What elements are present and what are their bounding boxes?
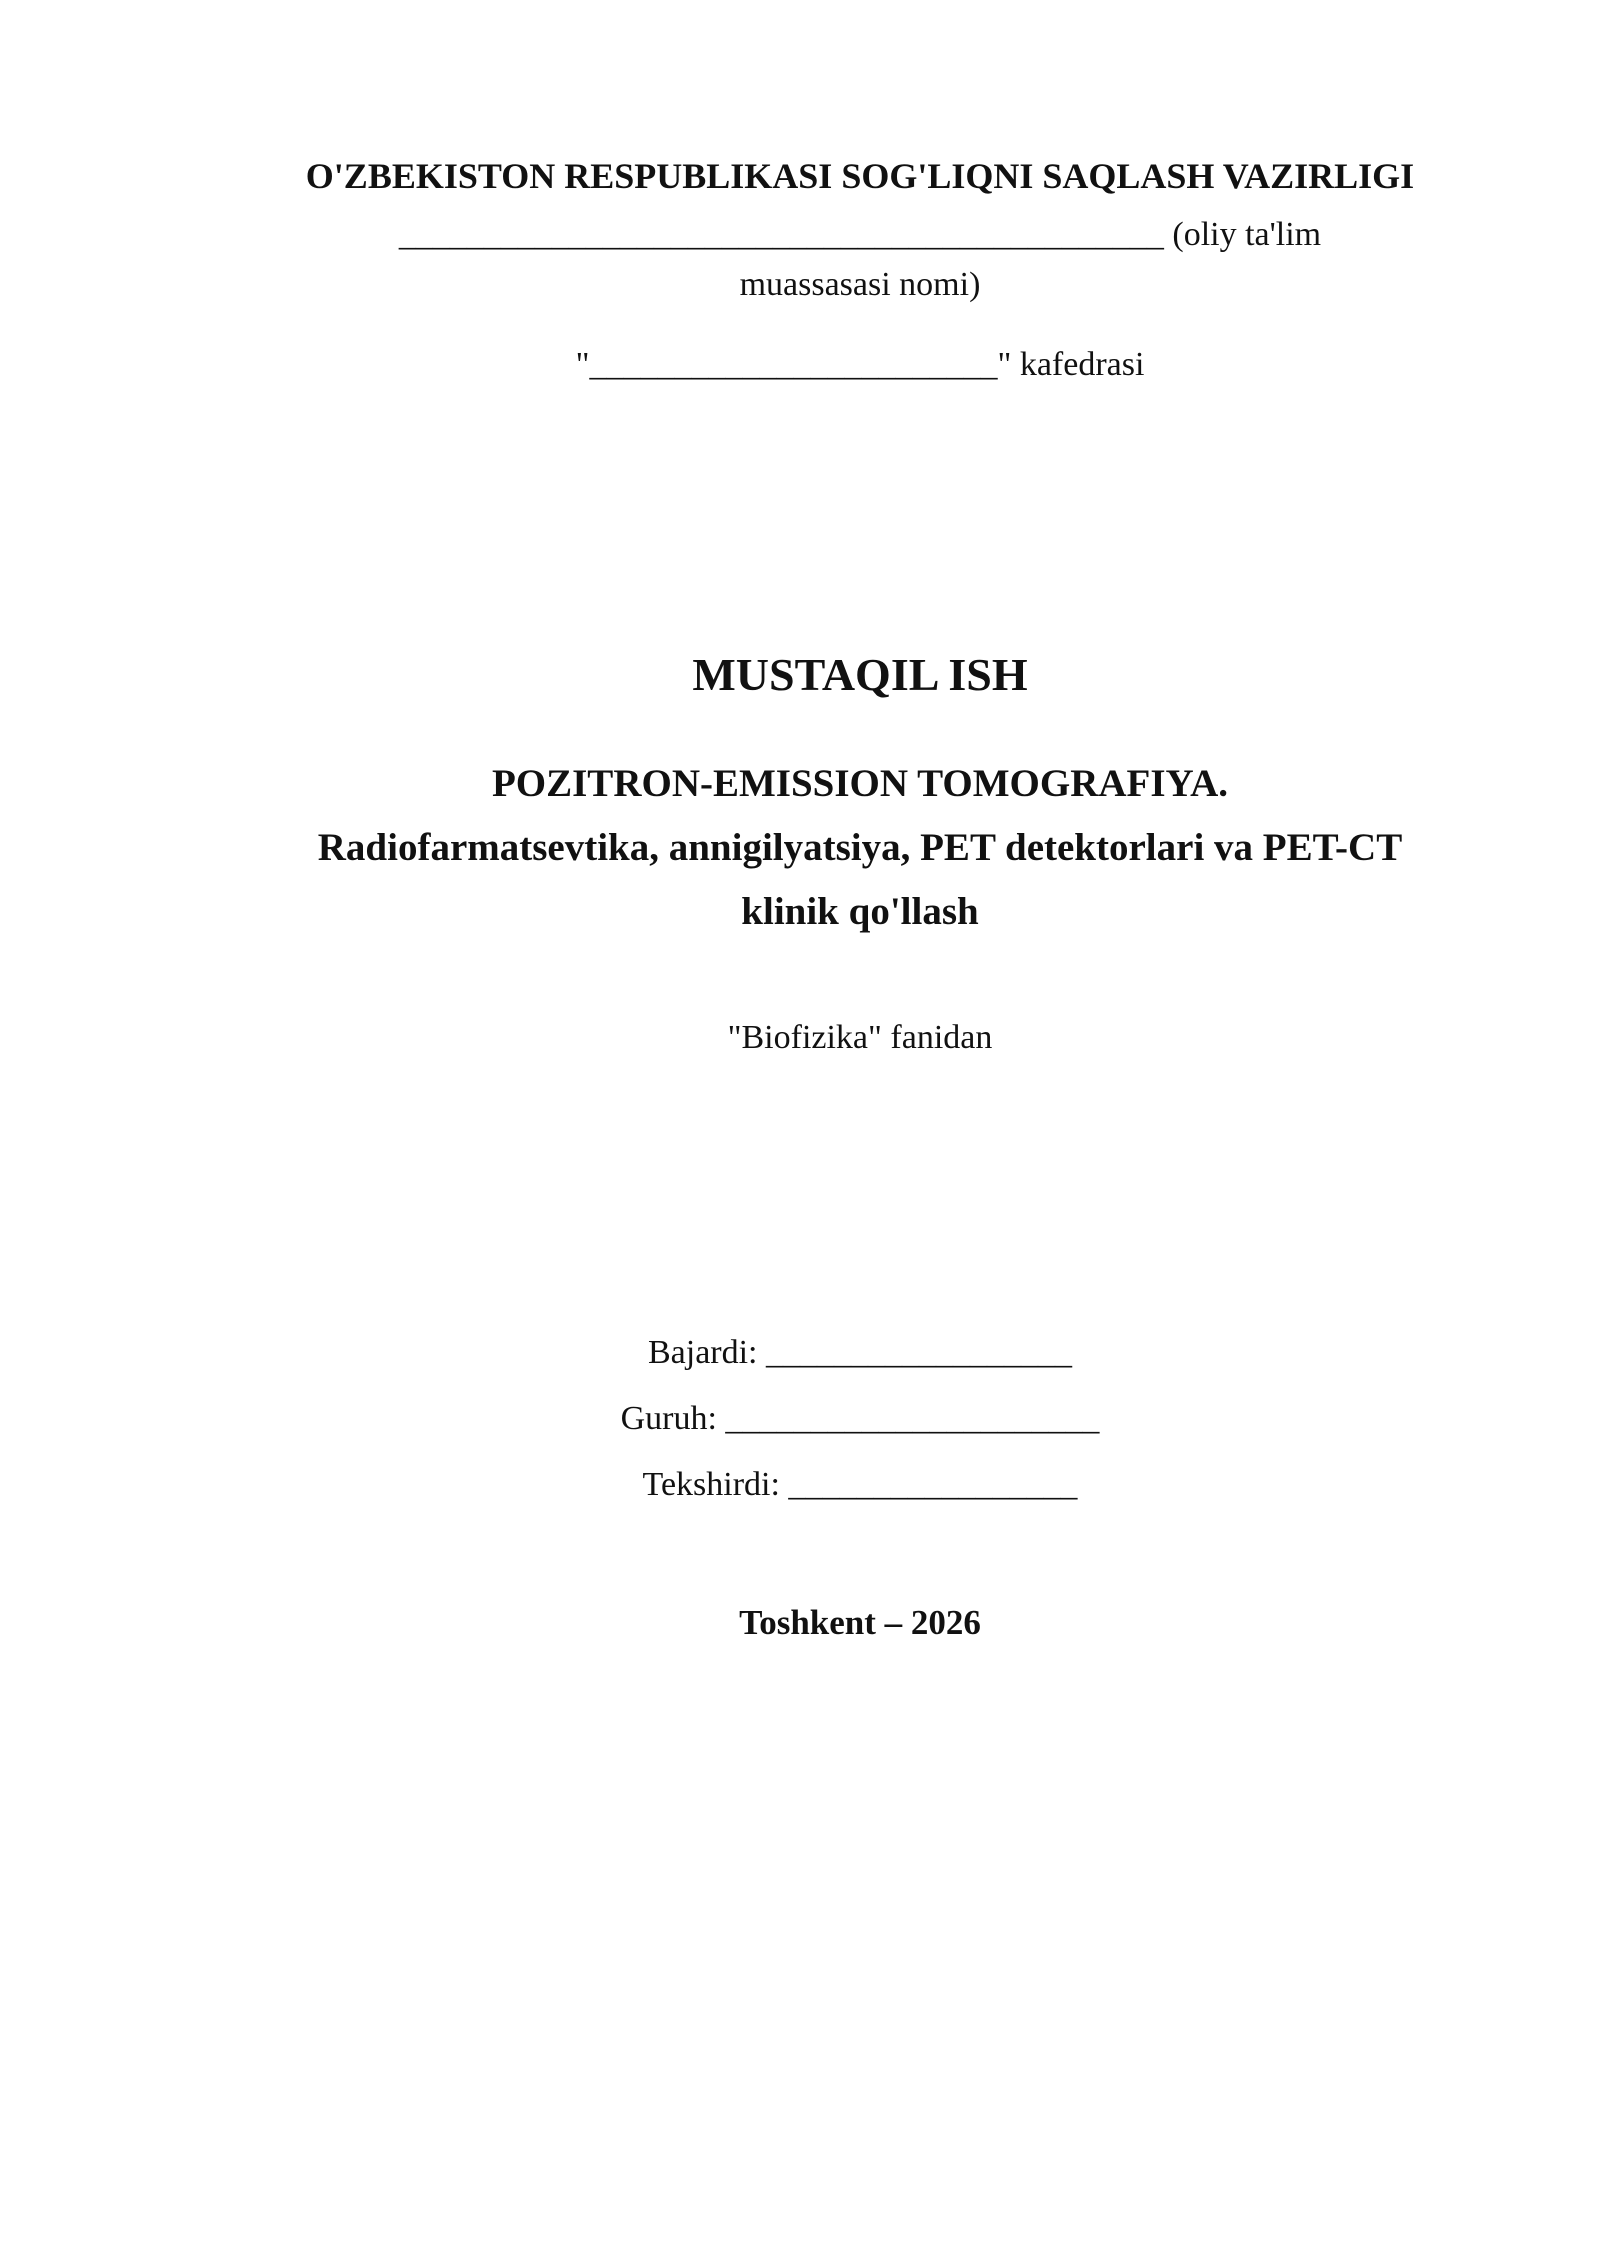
city-year-text: Toshkent – 2026 xyxy=(739,1603,981,1642)
subject-name: "Biofizika" fanidan xyxy=(727,1019,993,1056)
performed-by-field: Bajardi: __________________ xyxy=(647,1334,1073,1371)
ministry-heading xyxy=(240,148,1480,204)
document-title xyxy=(240,644,1480,706)
kafedra-blank-line: "________________________" kafedrasi xyxy=(575,346,1145,383)
subject-line xyxy=(240,1013,1480,1063)
institution-field xyxy=(240,210,1480,310)
kafedra-field xyxy=(240,340,1480,390)
institution-caption: muassasasi nomi) xyxy=(739,266,981,303)
checked-by-field: Tekshirdi: _________________ xyxy=(642,1466,1078,1503)
topic-line-3: klinik qo'llash xyxy=(741,890,979,933)
institution-blank-line: _____________________________________________ (oliy ta'lim xyxy=(398,216,1322,253)
topic-line-1: POZITRON-EMISSION TOMOGRAFIYA. xyxy=(491,762,1229,805)
group-field: Guruh: ______________________ xyxy=(620,1400,1100,1437)
city-year xyxy=(240,1597,1480,1649)
document-type: MUSTAQIL ISH xyxy=(692,649,1028,700)
topic-line-2: Radiofarmatsevtika, annigilyatsiya, PET detektorlari va PET-CT xyxy=(317,826,1403,869)
ministry-name: O'ZBEKISTON RESPUBLIKASI SOG'LIQNI SAQLASH VAZIRLIGI xyxy=(305,156,1415,196)
signature-block xyxy=(240,1320,1480,1518)
topic-title xyxy=(240,752,1480,944)
